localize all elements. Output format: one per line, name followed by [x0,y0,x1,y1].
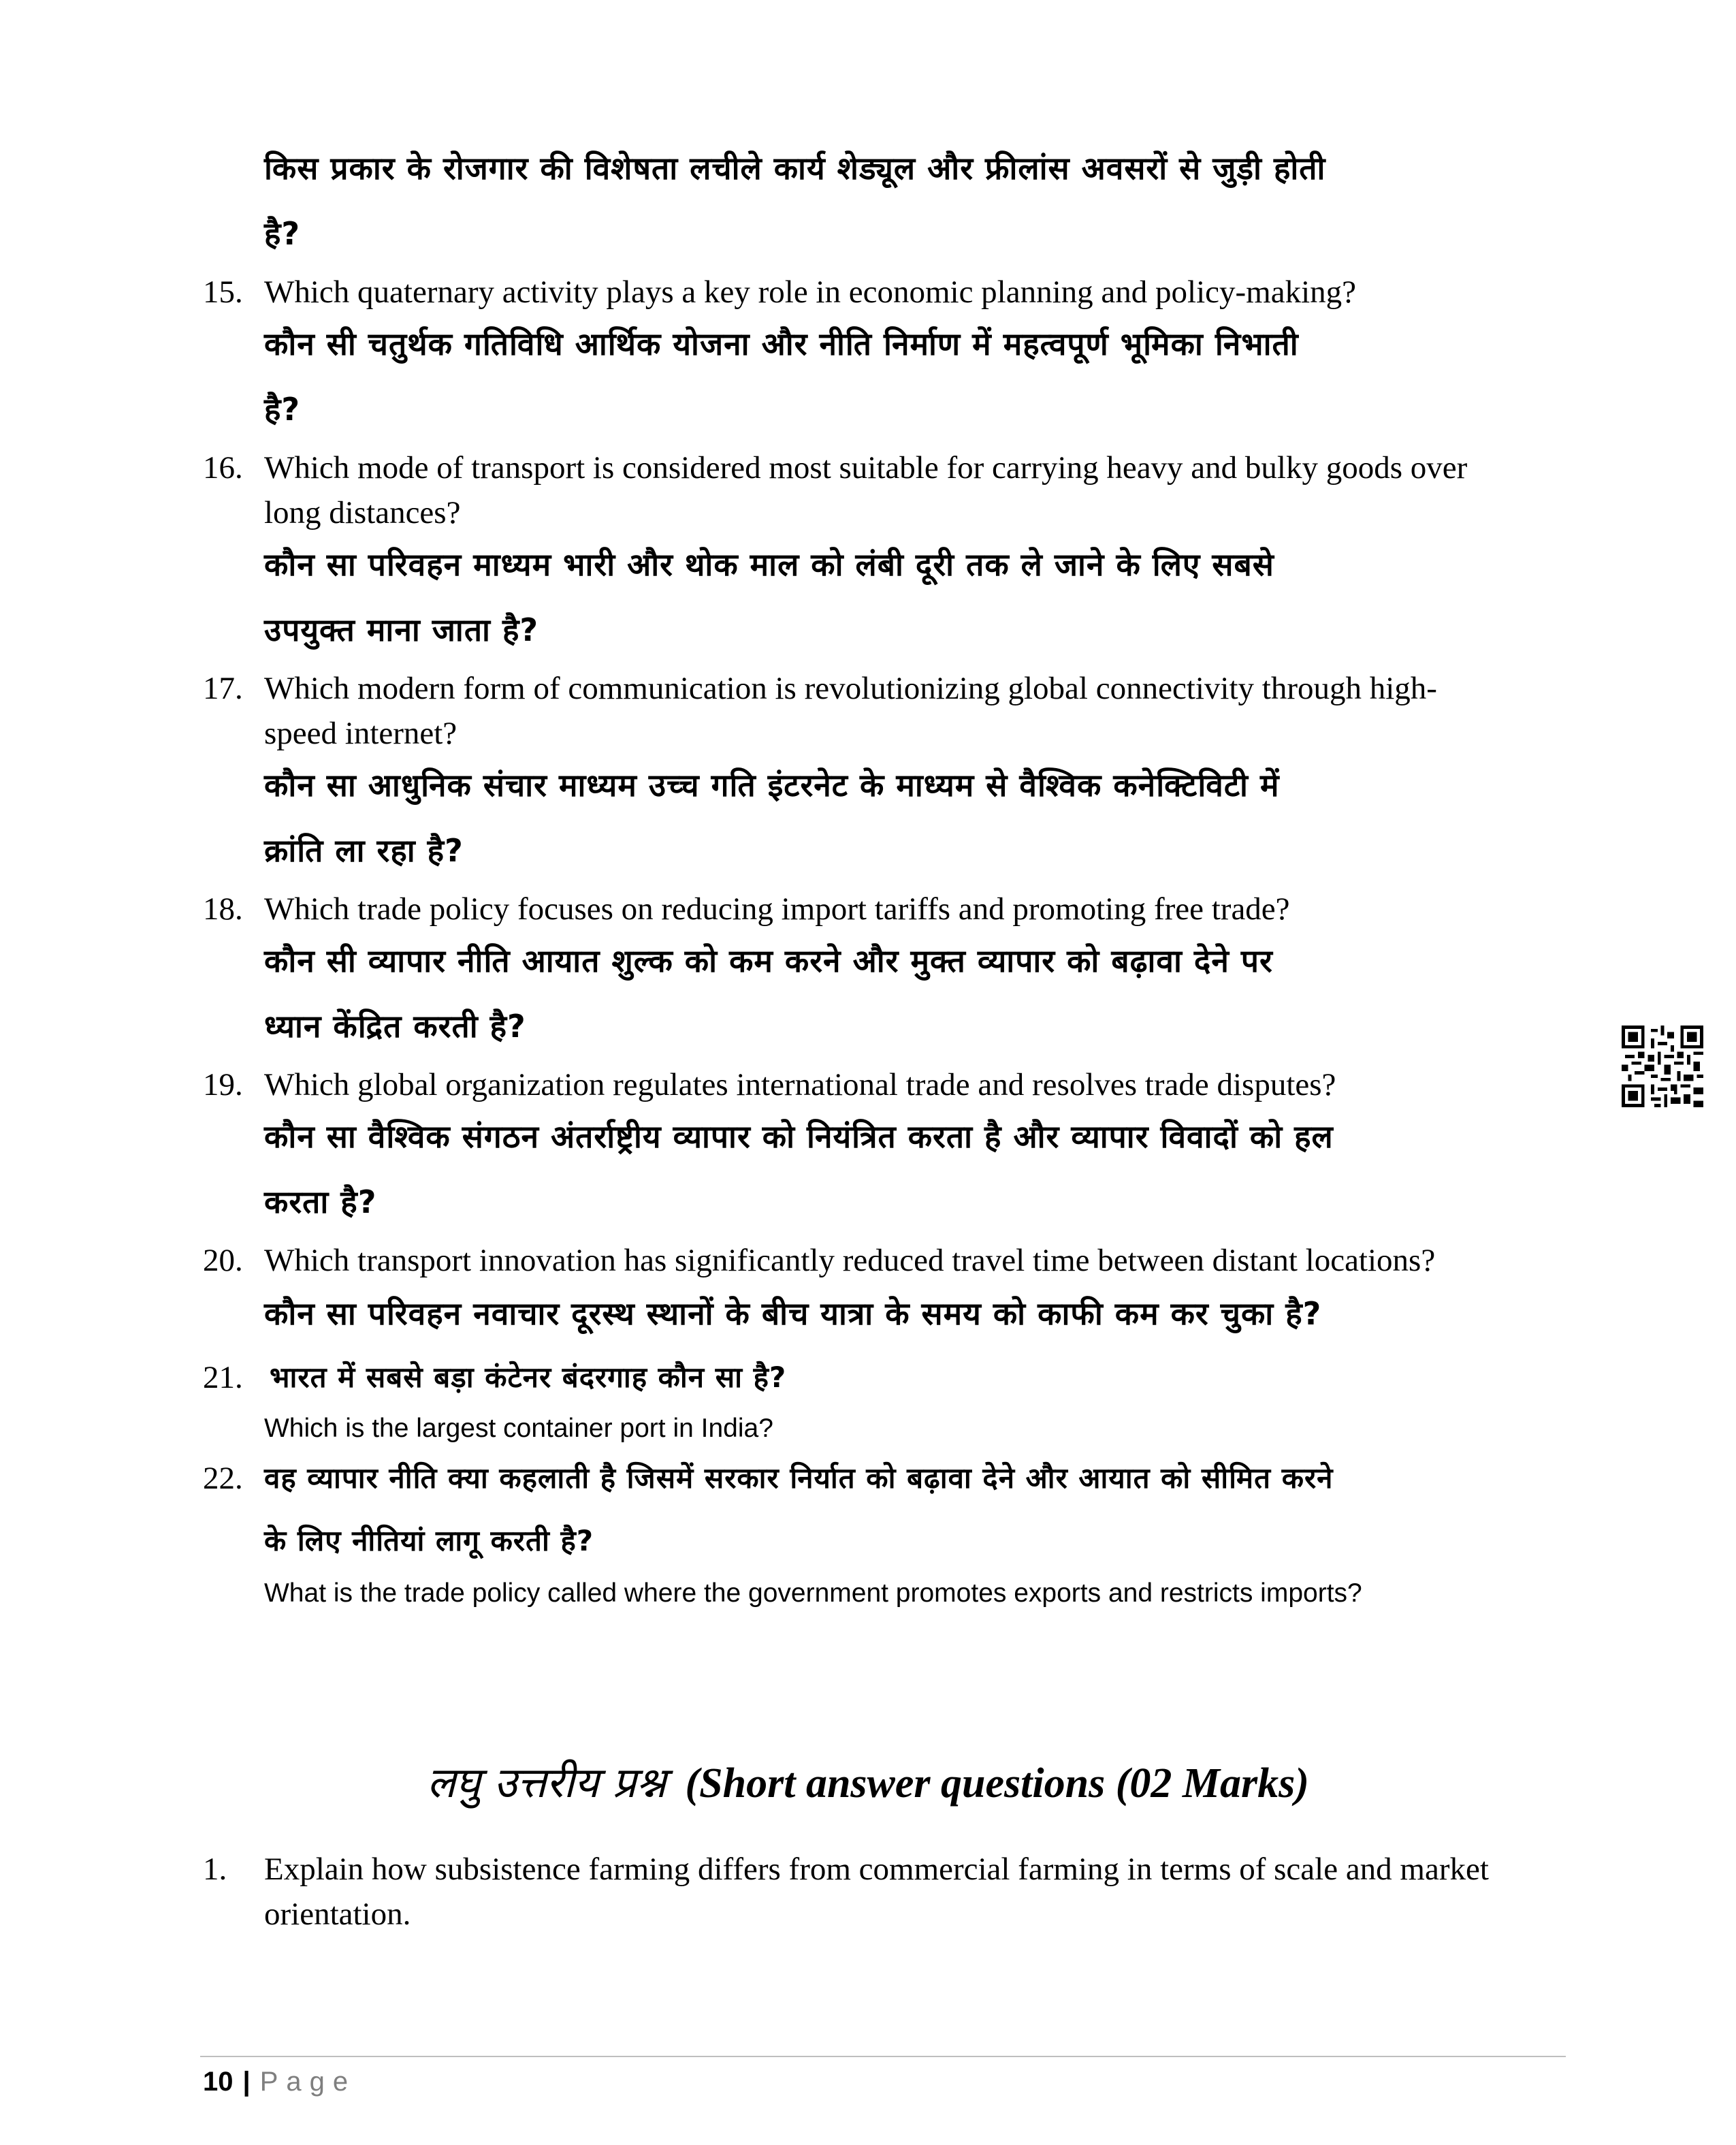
q15-hindi-line2: है? [264,391,301,428]
q18-english: Which trade policy focuses on reducing import tariffs and promoting free trade? [264,891,1290,927]
q20-english: Which transport innovation has significantly reduced travel time between distant locations? [264,1243,1436,1278]
q15-english: Which quaternary activity plays a key role in economic planning and policy-making? [264,274,1356,310]
q18-number: 18. [203,891,243,927]
q16-english-line1: Which mode of transport is considered most suitable for carrying heavy and bulky goods over [264,450,1468,486]
q21-hindi: भारत में सबसे बड़ा कंटेनर बंदरगाह कौन सा है? [270,1361,787,1394]
q22-english: What is the trade policy called where the government promotes exports and restricts imports? [264,1578,1362,1608]
q15-hindi-line1: कौन सी चतुर्थक गतिविधि आर्थिक योजना और नीति निर्माण में महत्वपूर्ण भूमिका निभाती [264,325,1299,362]
section-heading-english: (Short answer questions (02 Marks) [685,1760,1309,1807]
q22-hindi-line2: के लिए नीतियां लागू करती है? [264,1524,594,1557]
q19-hindi-line1: कौन सा वैश्विक संगठन अंतर्राष्ट्रीय व्यापार को नियंत्रित करता है और व्यापार विवादों को हल [264,1118,1334,1155]
q16-number: 16. [203,450,243,486]
q20-number: 20. [203,1243,243,1278]
sa-q1-english-line2: orientation. [264,1896,411,1932]
q21-number: 21. [203,1360,243,1395]
q18-hindi-line2: ध्यान केंद्रित करती है? [264,1008,526,1045]
q17-hindi-line1: कौन सा आधुनिक संचार माध्यम उच्च गति इंटरनेट के माध्यम से वैश्विक कनेक्टिविटी में [264,767,1280,804]
footer-divider [200,2056,1566,2057]
q17-english-line2: speed internet? [264,716,457,751]
q17-hindi-line2: क्रांति ला रहा है? [264,832,464,869]
q21-english: Which is the largest container port in India? [264,1414,773,1443]
footer-separator: | [242,2067,251,2097]
q16-english-line2: long distances? [264,495,461,530]
q19-hindi-line2: करता है? [264,1183,377,1220]
q22-number: 22. [203,1461,243,1496]
q18-hindi-line1: कौन सी व्यापार नीति आयात शुल्क को कम करने और मुक्त व्यापार को बढ़ावा देने पर [264,942,1273,979]
q20-hindi: कौन सा परिवहन नवाचार दूरस्थ स्थानों के बीच यात्रा के समय को काफी कम कर चुका है? [264,1295,1322,1332]
page-footer [203,2063,356,2100]
section-heading-hindi: लघु उत्तरीय प्रश्न [427,1758,666,1807]
q19-english: Which global organization regulates international trade and resolves trade disputes? [264,1067,1336,1102]
section-heading [0,1755,1736,1811]
page-number: 10 [203,2067,234,2097]
q14-hindi-line1: किस प्रकार के रोजगार की विशेषता लचीले कार्य शेड्यूल और फ्रीलांस अवसरों से जुड़ी होती [264,150,1326,187]
page-label: Page [259,2067,357,2097]
q15-number: 15. [203,274,243,310]
q14-hindi-line2: है? [264,215,301,252]
q16-hindi-line1: कौन सा परिवहन माध्यम भारी और थोक माल को लंबी दूरी तक ले जाने के लिए सबसे [264,546,1274,583]
q17-english-line1: Which modern form of communication is revolutionizing global connectivity through high- [264,671,1437,706]
sa-q1-number: 1. [203,1852,227,1887]
q17-number: 17. [203,671,243,706]
qr-code-image [1622,1026,1703,1107]
q16-hindi-line2: उपयुक्त माना जाता है? [264,611,539,648]
q19-number: 19. [203,1067,243,1102]
q22-hindi-line1: वह व्यापार नीति क्या कहलाती है जिसमें सरकार निर्यात को बढ़ावा देने और आयात को सीमित करने [264,1461,1334,1495]
sa-q1-english-line1: Explain how subsistence farming differs from commercial farming in terms of scale and market [264,1852,1489,1887]
